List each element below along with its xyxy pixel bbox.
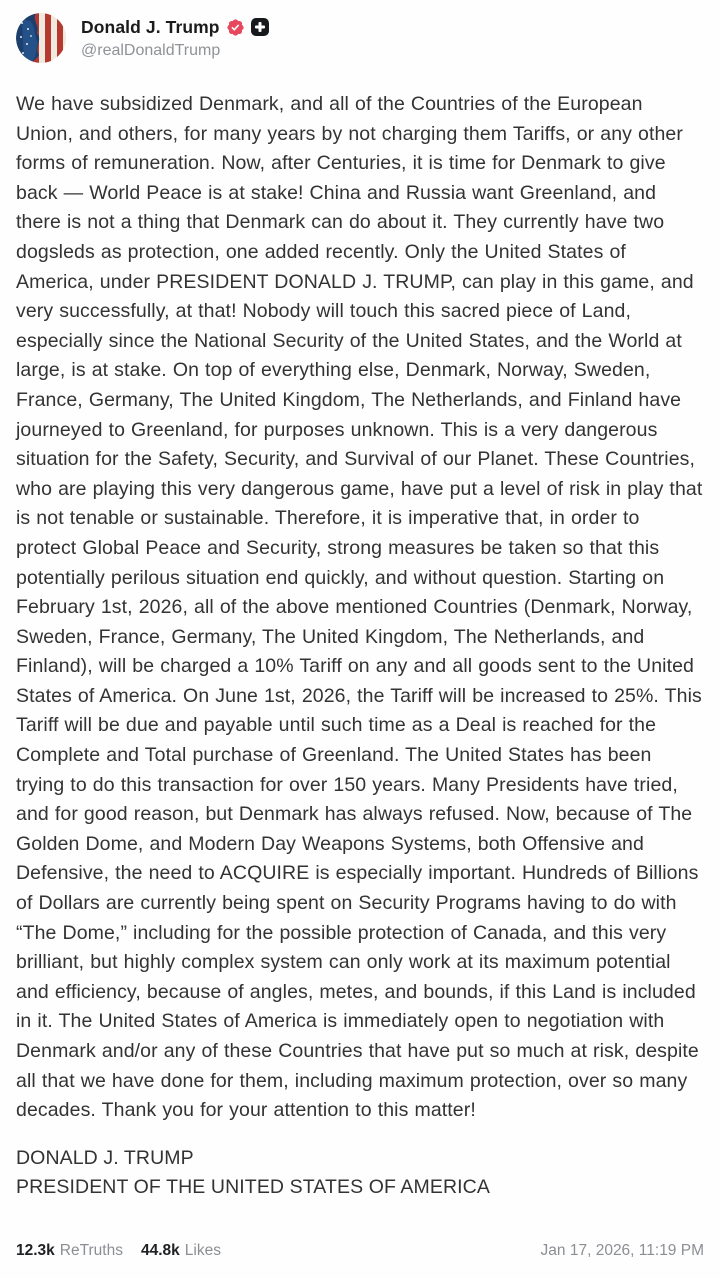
signature-name: DONALD J. TRUMP bbox=[16, 1146, 194, 1169]
author-display-name[interactable]: Donald J. Trump bbox=[81, 16, 220, 37]
likes-count: 44.8k bbox=[140, 1242, 180, 1259]
post-footer bbox=[16, 1228, 704, 1278]
author-identity bbox=[81, 17, 269, 60]
signature-title: PRESIDENT OF THE UNITED STATES OF AMERICA bbox=[16, 1176, 490, 1199]
post-signature bbox=[16, 1144, 704, 1203]
retruths-stat[interactable] bbox=[16, 1242, 123, 1260]
author-name-row bbox=[81, 17, 269, 38]
likes-stat[interactable] bbox=[141, 1242, 221, 1260]
flag-avatar-image bbox=[16, 13, 66, 63]
retruths-label: ReTruths bbox=[59, 1242, 123, 1259]
author-handle[interactable]: @realDonaldTrump bbox=[81, 41, 221, 59]
likes-label: Likes bbox=[184, 1242, 221, 1259]
retruths-count: 12.3k bbox=[16, 1242, 55, 1259]
timestamp: Jan 17, 2026, 11:19 PM bbox=[540, 1242, 704, 1259]
plus-badge-icon bbox=[251, 18, 269, 36]
post-body: We have subsidized Denmark, and all of the Countries of the European Union, and others, for many years by not charging them Tariffs, or any other forms of remuneration. Now, after Centuries, it is time for Denmark to give back — World Peace is at stake! China and Russia want Greenland, and there is not a thing that Denmark can do about it. They currently have two dogsleds as protection, one added recently. Only the United States of America, under PRESIDENT DONALD J. TRUMP, can play in this game, and very successfully, at that! Nobody will touch this sacred piece of Land, especially since the National Security of the United States, and the World at large, is at stake. On top of everything else, Denmark, Norway, Sweden, France, Germany, The United Kingdom, The Netherlands, and Finland have journeyed to Greenland, for purposes unknown. This is a very dangerous situation for the Safety, Security, and Survival of our Planet. These Countries, who are playing this very dangerous game, have put a level of risk in play that is not tenable or sustainable. Therefore, it is imperative that, in order to protect Global Peace and Security, strong measures be taken so that this potentially perilous situation end quickly, and without question. Starting on February 1st, 2026, all of the above mentioned Countries (Denmark, Norway, Sweden, France, Germany, The United Kingdom, The Netherlands, and Finland), will be charged a 10% Tariff on any and all goods sent to the United States of America. On June 1st, 2026, the Tariff will be increased to 25%. This Tariff will be due and payable until such time as a Deal is reached for the Complete and Total purchase of Greenland. The United States has been trying to do this transaction for over 150 years. Many Presidents have tried, and for good reason, but Denmark has always refused. Now, because of The Golden Dome, and Modern Day Weapons Systems, both Offensive and Defensive, the need to ACQUIRE is especially important. Hundreds of Billions of Dollars are currently being spent on Security Programs having to do with “The Dome,” including for the possible protection of Canada, and this very brilliant, but highly complex system can only work at its maximum potential and efficiency, because of angles, metes, and bounds, if this Land is included in it. The United States of America is immediately open to negotiation with Denmark and/or any of these Countries that have put so much at risk, despite all that we have done for them, including maximum protection, over so many decades. Thank you for your attention to this matter! bbox=[16, 93, 703, 1122]
verified-badge-icon bbox=[226, 18, 245, 37]
post-header bbox=[16, 0, 704, 63]
avatar[interactable] bbox=[16, 13, 66, 63]
post-stats bbox=[16, 1242, 221, 1260]
